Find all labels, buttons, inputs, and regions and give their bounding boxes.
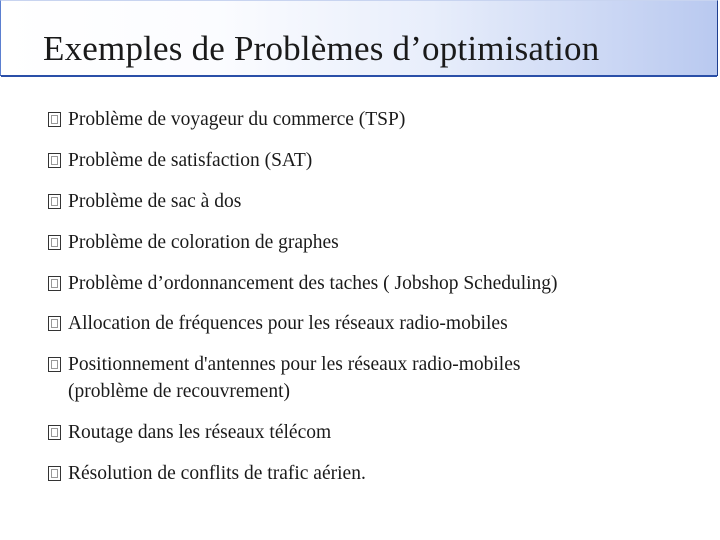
bullet-text: Allocation de fréquences pour les réseaux radio-mobiles xyxy=(68,313,508,334)
bullet-list xyxy=(48,106,698,487)
bullet-box-icon xyxy=(48,153,61,168)
bullet-box-icon xyxy=(48,316,61,331)
bullet-box-icon xyxy=(48,235,61,250)
bullet-item-knapsack xyxy=(48,188,698,215)
slide-title: Exemples de Problèmes d’optimisation xyxy=(43,29,600,68)
bullet-text: Résolution de conflits de trafic aérien. xyxy=(68,463,366,484)
bullet-text: Positionnement d'antennes pour les réseaux radio-mobiles xyxy=(68,354,521,375)
bullet-continuation-text: (problème de recouvrement) xyxy=(68,381,290,402)
bullet-text: Problème de sac à dos xyxy=(68,191,242,212)
bullet-item-tsp xyxy=(48,106,698,133)
bullet-item-jobshop xyxy=(48,270,698,297)
bullet-box-icon xyxy=(48,112,61,127)
bullet-box-icon xyxy=(48,466,61,481)
bullet-item-sat xyxy=(48,147,698,174)
bullet-text: Problème de voyageur du commerce (TSP) xyxy=(68,109,406,130)
bullet-box-icon xyxy=(48,357,61,372)
title-underline xyxy=(1,75,717,77)
bullet-item-antenna-positioning xyxy=(48,351,698,405)
title-bar xyxy=(0,0,718,76)
bullet-item-frequency-allocation xyxy=(48,310,698,337)
bullet-text: Problème de coloration de graphes xyxy=(68,232,339,253)
bullet-item-graph-coloring xyxy=(48,229,698,256)
bullet-text: Problème d’ordonnancement des taches ( Jobshop Scheduling) xyxy=(68,273,558,294)
bullet-text: Problème de satisfaction (SAT) xyxy=(68,150,313,171)
bullet-box-icon xyxy=(48,194,61,209)
bullet-item-air-traffic xyxy=(48,460,698,487)
bullet-item-telecom-routing xyxy=(48,419,698,446)
bullet-box-icon xyxy=(48,425,61,440)
bullet-box-icon xyxy=(48,276,61,291)
bullet-text: Routage dans les réseaux télécom xyxy=(68,422,332,443)
